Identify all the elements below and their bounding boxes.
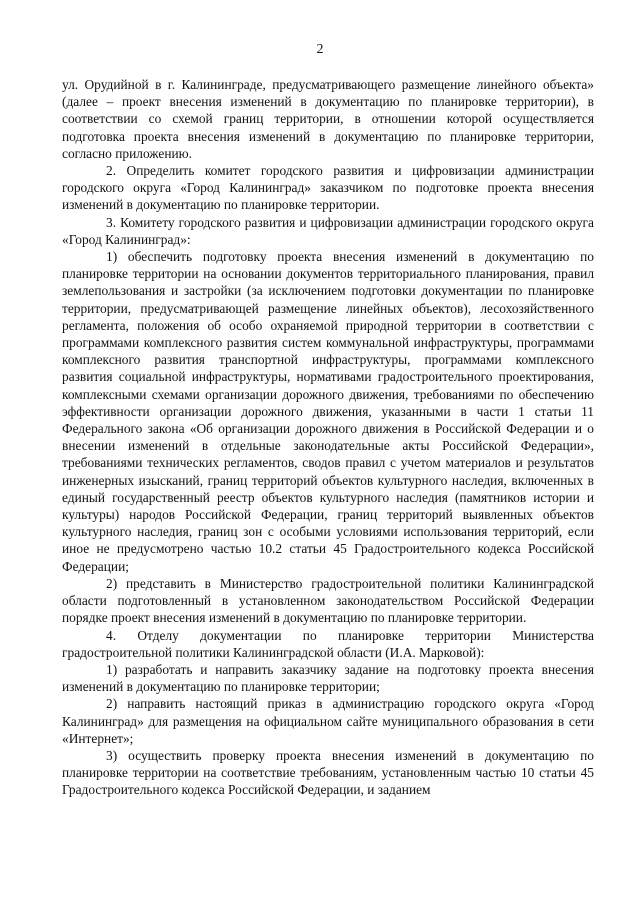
document-body [62, 76, 594, 799]
paragraph-item-4: 4. Отделу документации по планировке территории Министерства градостроительной политики Калининградской области (И.А. Марковой): [62, 627, 594, 660]
paragraph-item-3-2: 2) представить в Министерство градостроительной политики Калининградской области подготовленный в установленном законодательством Российской Федерации порядке проект внесения изменений в документацию по планировке территории. [62, 575, 594, 626]
paragraph-continuation: ул. Орудийной в г. Калининграде, предусматривающего размещение линейного объекта» (далее – проект внесения изменений в документацию по планировке территории), в соответствии со схемой границ территории, в отношении которой осуществляется подготовка проекта внесения изменений в документацию по планировке территории, согласно приложению. [62, 77, 594, 161]
paragraph-item-3: 3. Комитету городского развития и цифровизации администрации городского округа «Город Калининград»: [62, 214, 594, 247]
paragraph-item-2: 2. Определить комитет городского развития и цифровизации администрации городского округа «Город Калининград» заказчиком по подготовке проекта внесения изменений в документацию по планировке территории. [62, 163, 594, 213]
paragraph-item-4-1: 1) разработать и направить заказчику задание на подготовку проекта внесения изменений в документацию по планировке территории; [62, 661, 594, 695]
paragraph-item-4-3: 3) осуществить проверку проекта внесения изменений в документацию по планировке территории на соответствие требованиям, установленным частью 10 статьи 45 Градостроительного кодекса Российской Федерации, и заданием [62, 747, 594, 798]
paragraph-item-3-1: 1) обеспечить подготовку проекта внесения изменений в документацию по планировке территории на основании документов территориального планирования, правил землепользования и застройки (за исключением подготовки документации по планировке территории, предусматривающей размещение линейных объектов), лесохозяйственного регламента, положения об особо охраняемой природной территории в соответствии с программами комплексного развития систем коммунальной инфраструктуры, программами комплексного развития транспортной инфраструктуры, программами комплексного развития социальной инфраструктуры, нормативами градостроительного проектирования, комплексными схемами организации дорожного движения, требованиями по обеспечению эффективности организации дорожного движения, указанными в части 1 статьи 11 Федерального закона «Об организации дорожного движения в Российской Федерации и о внесении изменений в отдельные законодательные акты Российской Федерации», требованиями технических регламентов, сводов правил с учетом материалов и результатов инженерных изысканий, границ территорий объектов культурного наследия, включенных в единый государственный реестр объектов культурного наследия (памятников истории и культуры) народов Российской Федерации, границ территорий выявленных объектов культурного наследия, границ зон с особыми условиями использования территорий, если иное не предусмотрено частью 10.2 статьи 45 Градостроительного кодекса Российской Федерации; [62, 249, 594, 574]
page-number: 2 [316, 42, 324, 57]
paragraph-item-4-2: 2) направить настоящий приказ в администрацию городского округа «Город Калининград» для размещения на официальном сайте муниципального образования в сети «Интернет»; [62, 696, 594, 746]
